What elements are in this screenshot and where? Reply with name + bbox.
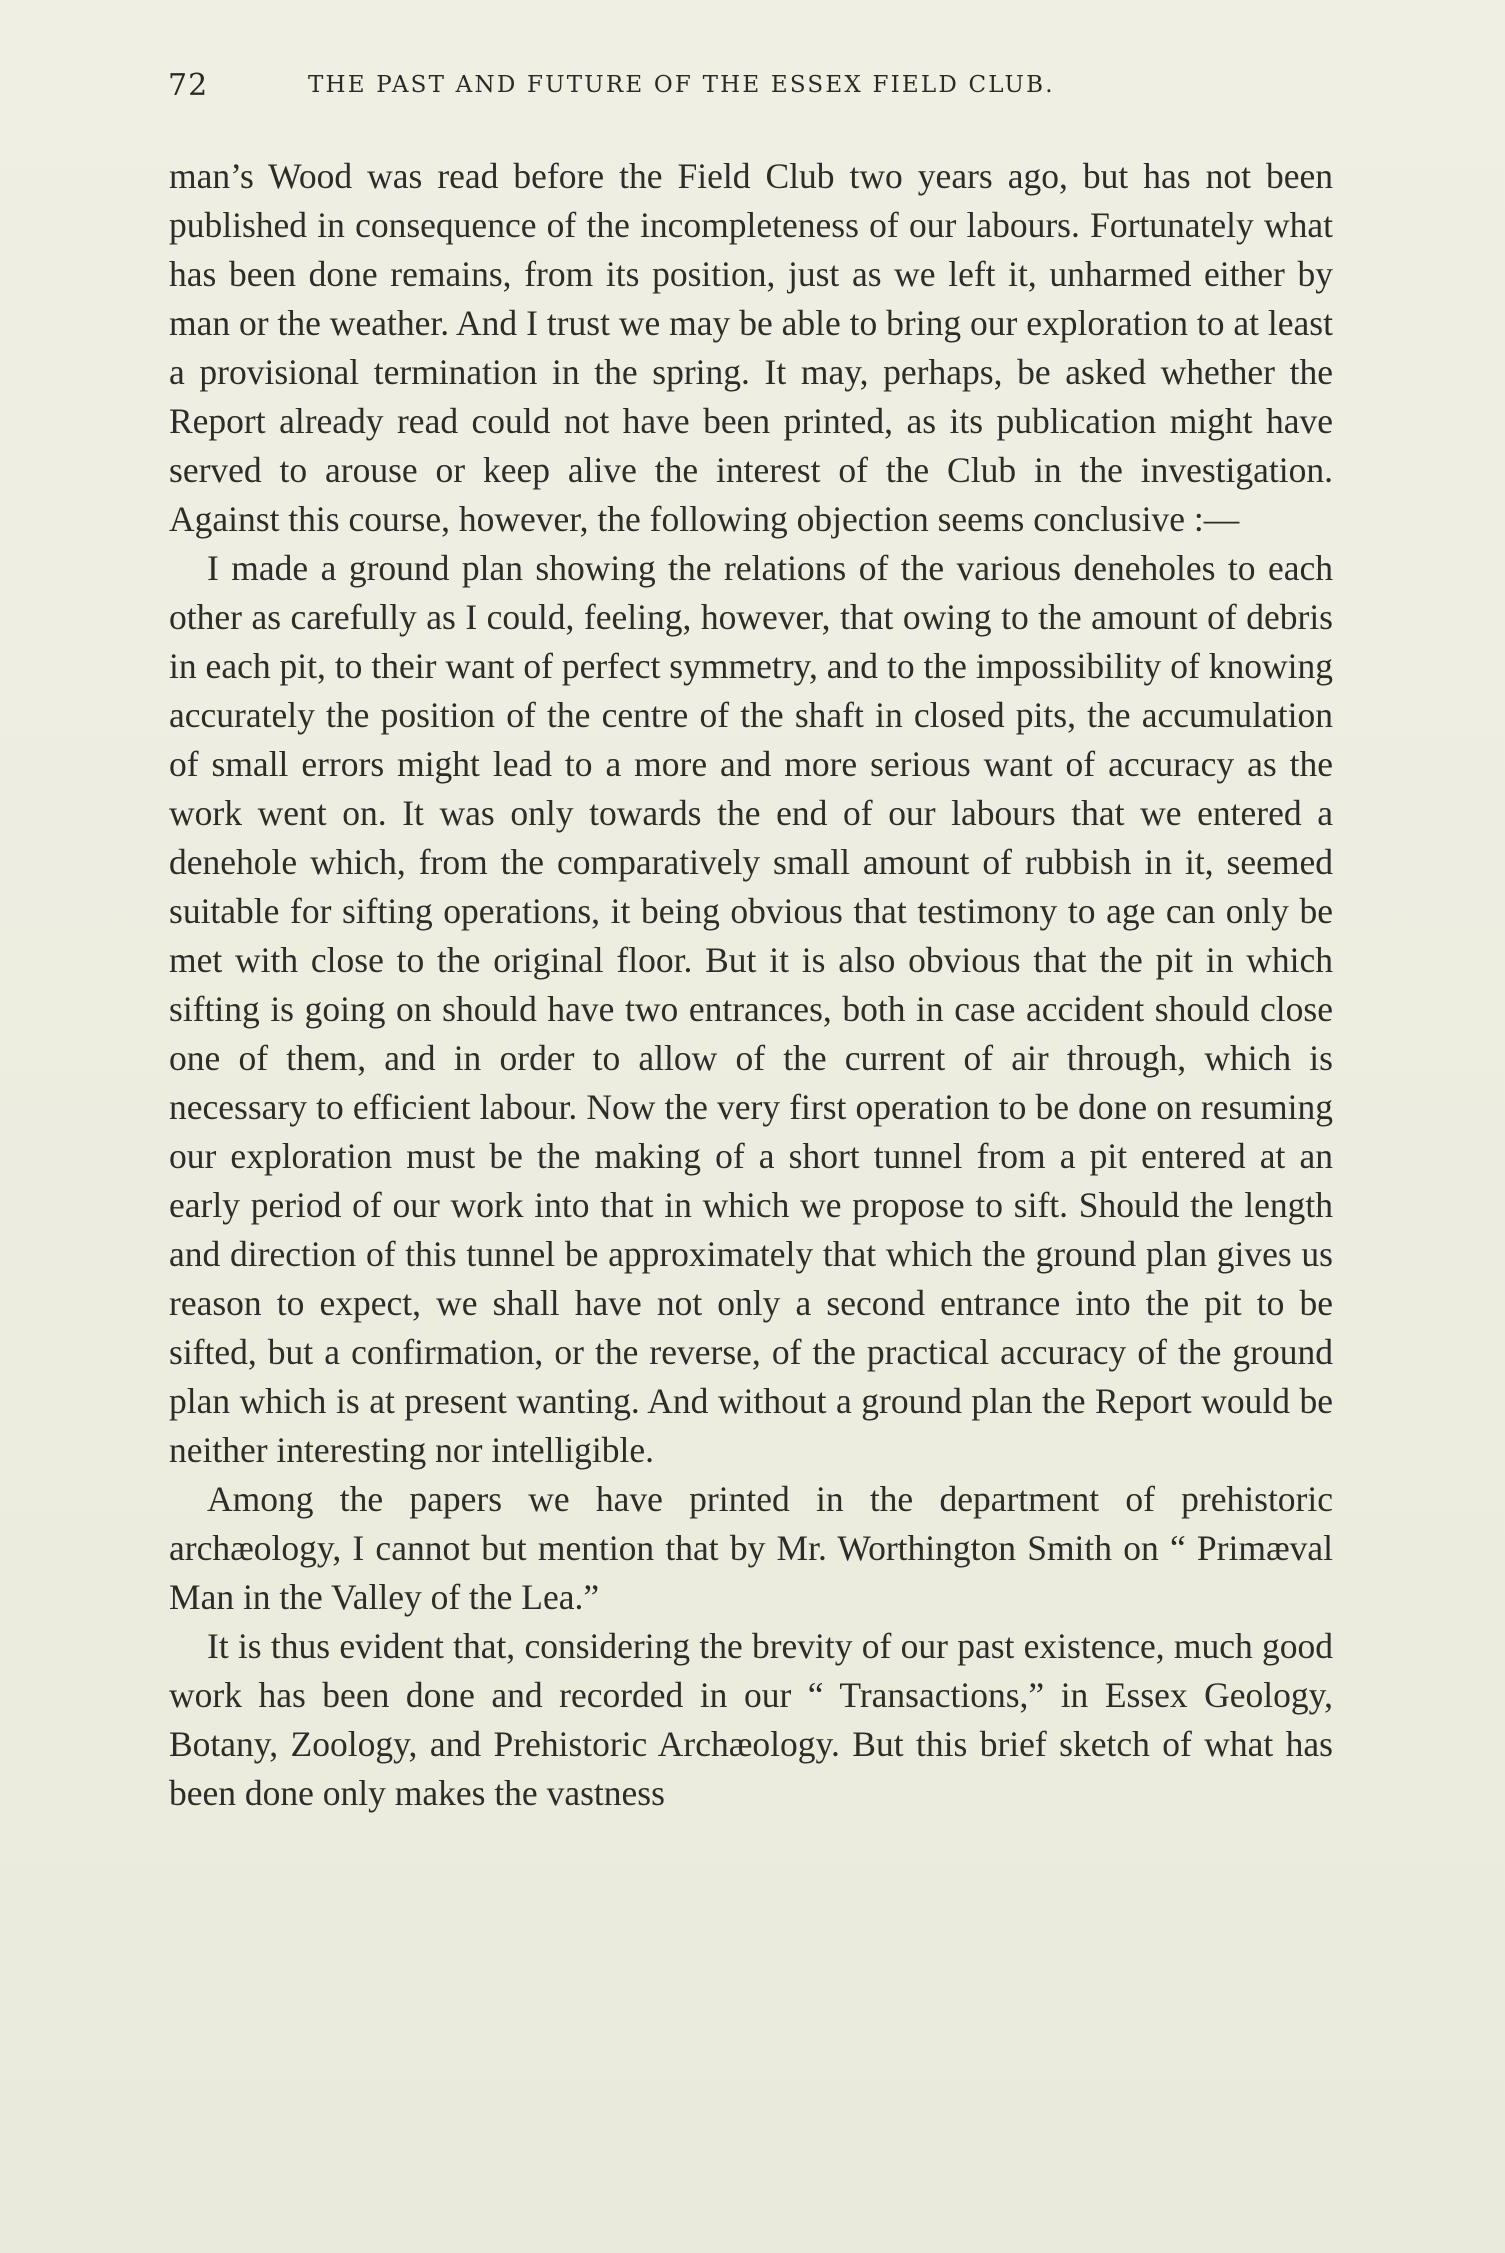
page-header	[168, 68, 1336, 112]
paragraph-continued: man’s Wood was read before the Field Club two years ago, but has not been published in consequence of the incompleteness of our labours. Fortunately what has been done remains, from its position, just as we left it, unharmed either by man or the weather. And I trust we may be able to bring our exploration to at least a provisional termination in the spring. It may, perhaps, be asked whether the Report already read could not have been printed, as its publication might have served to arouse or keep alive the interest of the Club in the investigation. Against this course, however, the following objection seems conclusive :—	[169, 156, 1333, 539]
running-head: THE PAST AND FUTURE OF THE ESSEX FIELD CLUB.	[308, 72, 1055, 98]
paragraph-ground-plan: I made a ground plan showing the relations of the various deneholes to each other as carefully as I could, feeling, however, that owing to the amount of debris in each pit, to their want of perfect symmetry, and to the impossibility of knowing accurately the position of the centre of the shaft in closed pits, the accumulation of small errors might lead to a more and more serious want of accuracy as the work went on. It was only towards the end of our labours that we entered a denehole which, from the comparatively small amount of rubbish in it, seemed suitable for sifting operations, it being obvious that testimony to age can only be met with close to the original floor. But it is also obvious that the pit in which sifting is going on should have two entrances, both in case accident should close one of them, and in order to allow of the current of air through, which is necessary to efficient labour. Now the very first operation to be done on resuming our exploration must be the making of a short tunnel from a pit entered at an early period of our work into that in which we propose to sift. Should the length and direction of this tunnel be approximately that which the ground plan gives us reason to expect, we shall have not only a second entrance into the pit to be sifted, but a confirmation, or the reverse, of the practical accuracy of the ground plan which is at present wanting. And without a ground plan the Report would be neither interesting nor intelligible.	[169, 548, 1333, 1470]
page-number: 72	[168, 68, 209, 103]
body-text	[169, 152, 1333, 1818]
paragraph-summary: It is thus evident that, considering the brevity of our past existence, much good work has been done and recorded in our “ Transactions,” in Essex Geology, Botany, Zoology, and Prehistoric Archæology. But this brief sketch of what has been done only makes the vastness	[169, 1626, 1333, 1813]
paragraph-papers: Among the papers we have printed in the department of prehistoric archæology, I cannot but mention that by Mr. Worthington Smith on “ Primæval Man in the Valley of the Lea.”	[169, 1479, 1333, 1617]
